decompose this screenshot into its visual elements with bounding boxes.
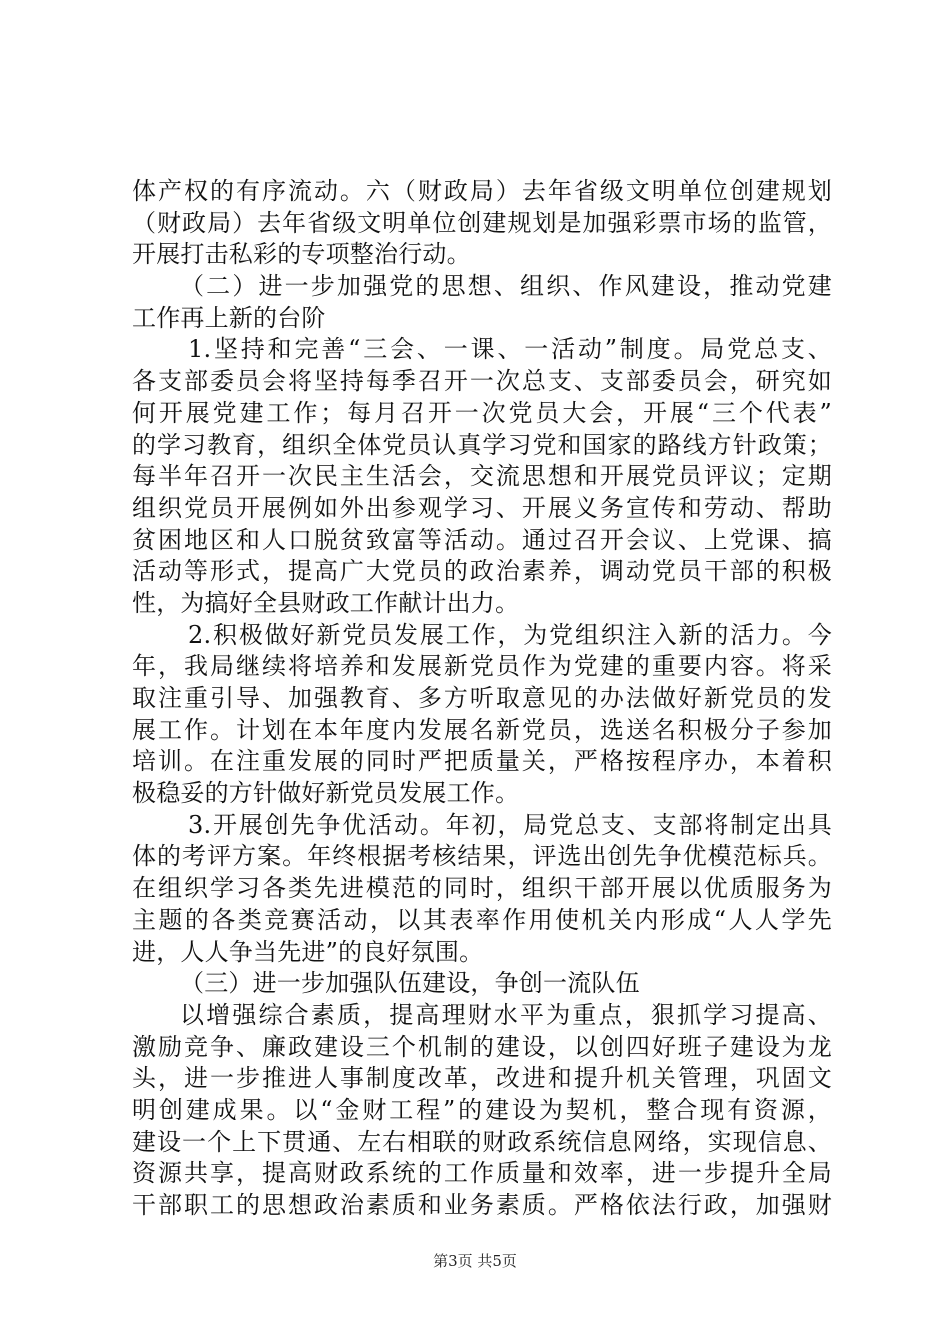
text-line: 培训。在注重发展的同时严把质量关，严格按程序办，本着积 xyxy=(132,747,832,776)
text-line: 贫困地区和人口脱贫致富等活动。通过召开会议、上党课、搞 xyxy=(132,525,832,554)
text-line: 明创建成果。以“金财工程”的建设为契机，整合现有资源， xyxy=(132,1095,832,1124)
text-line: 干部职工的思想政治素质和业务素质。严格依法行政，加强财 xyxy=(132,1191,832,1219)
text-line: 体产权的有序流动。六（财政局）去年省级文明单位创建规划 xyxy=(132,177,832,205)
text-line: 激励竞争、廉政建设三个机制的建设，以创四好班子建设为龙 xyxy=(132,1032,832,1061)
text-line: 展工作。计划在本年度内发展名新党员，选送名积极分子参加 xyxy=(132,715,832,744)
section-heading-line: （二）进一步加强党的思想、组织、作风建设，推动党建 xyxy=(180,272,832,301)
text-line: 年，我局继续将培养和发展新党员作为党建的重要内容。将采 xyxy=(132,652,832,681)
page-footer xyxy=(0,1250,950,1271)
document-body xyxy=(132,176,832,1222)
section-heading-line: （三）进一步加强队伍建设，争创一流队伍 xyxy=(180,969,640,998)
text-line: 主题的各类竞赛活动，以其表率作用使机关内形成“人人学先 xyxy=(132,905,832,934)
text-line: 体的考评方案。年终根据考核结果，评选出创先争优模范标兵。 xyxy=(132,842,832,871)
text-line: 进，人人争当先进”的良好氛围。 xyxy=(132,937,484,966)
section-heading-line: 工作再上新的台阶 xyxy=(132,303,326,332)
text-line: 各支部委员会将坚持每季召开一次总支、支部委员会，研究如 xyxy=(132,367,832,396)
text-line: （财政局）去年省级文明单位创建规划是加强彩票市场的监管， xyxy=(132,208,832,237)
text-line: 2.积极做好新党员发展工作，为党组织注入新的活力。今 xyxy=(188,620,832,649)
text-line: 建设一个上下贯通、左右相联的财政系统信息网络，实现信息、 xyxy=(132,1127,832,1156)
text-line: 开展打击私彩的专项整治行动。 xyxy=(132,240,471,269)
text-line: 极稳妥的方针做好新党员发展工作。 xyxy=(132,779,520,808)
text-line: 3.开展创先争优活动。年初，局党总支、支部将制定出具 xyxy=(188,810,832,839)
text-line: 以增强综合素质，提高理财水平为重点，狠抓学习提高、 xyxy=(180,1000,832,1029)
text-line: 组织党员开展例如外出参观学习、开展义务宣传和劳动、帮助 xyxy=(132,493,832,522)
text-line: 性，为搞好全县财政工作献计出力。 xyxy=(132,588,520,617)
text-line: 的学习教育，组织全体党员认真学习党和国家的路线方针政策； xyxy=(132,430,832,459)
text-line: 何开展党建工作；每月召开一次党员大会，开展“三个代表” xyxy=(132,398,832,427)
text-line: 活动等形式，提高广大党员的政治素养，调动党员干部的积极 xyxy=(132,557,832,586)
text-line: 头，进一步推进人事制度改革，改进和提升机关管理，巩固文 xyxy=(132,1064,832,1093)
text-line: 每半年召开一次民主生活会，交流思想和开展党员评议；定期 xyxy=(132,462,832,491)
text-line: 在组织学习各类先进模范的同时，组织干部开展以优质服务为 xyxy=(132,874,832,903)
text-line: 取注重引导、加强教育、多方听取意见的办法做好新党员的发 xyxy=(132,684,832,712)
page-number: 第3页 共5页 xyxy=(433,1252,517,1270)
text-line: 1.坚持和完善“三会、一课、一活动”制度。局党总支、 xyxy=(188,335,832,364)
text-line: 资源共享，提高财政系统的工作质量和效率，进一步提升全局 xyxy=(132,1159,832,1188)
